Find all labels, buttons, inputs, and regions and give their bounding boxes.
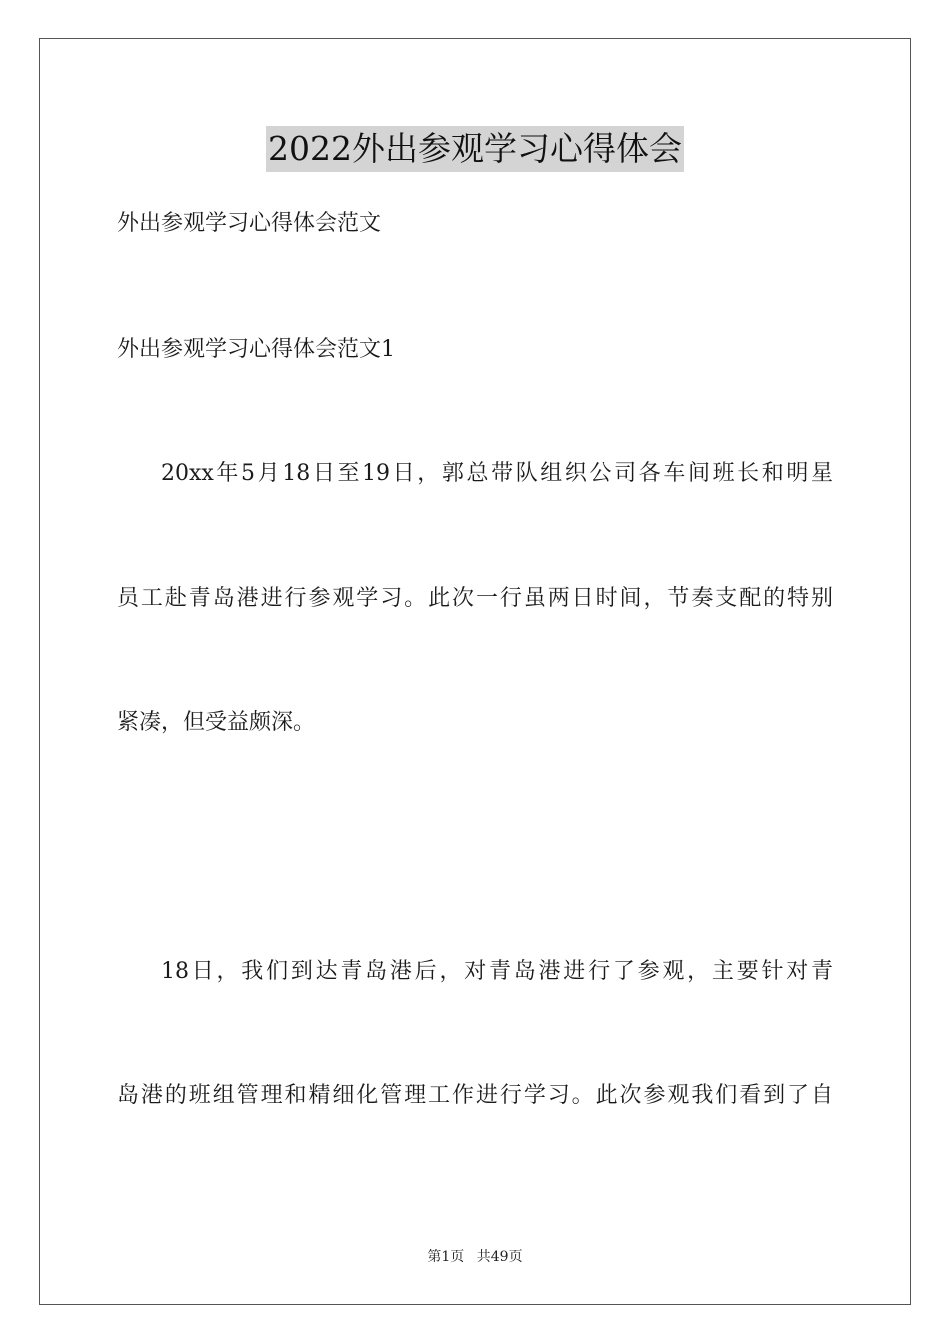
document-title: 2022外出参观学习心得体会 (266, 126, 684, 172)
page-total: 共49页 (476, 1249, 523, 1265)
title-container (0, 126, 950, 172)
page-footer (0, 1248, 950, 1266)
paragraph-line: 20xx年5月18日至19日，郭总带队组织公司各车间班长和明星 (161, 461, 833, 486)
section-heading: 外出参观学习心得体会范文1 (117, 337, 395, 362)
paragraph-line: 员工赴青岛港进行参观学习。此次一行虽两日时间，节奏支配的特别 (117, 586, 833, 611)
paragraph-line: 18日，我们到达青岛港后，对青岛港进行了参观，主要针对青 (161, 959, 833, 984)
page-number: 第1页 (427, 1249, 465, 1265)
paragraph-line: 岛港的班组管理和精细化管理工作进行学习。此次参观我们看到了自 (117, 1083, 833, 1108)
subtitle-line: 外出参观学习心得体会范文 (117, 211, 382, 236)
paragraph-line: 紧凑，但受益颇深。 (117, 710, 316, 735)
